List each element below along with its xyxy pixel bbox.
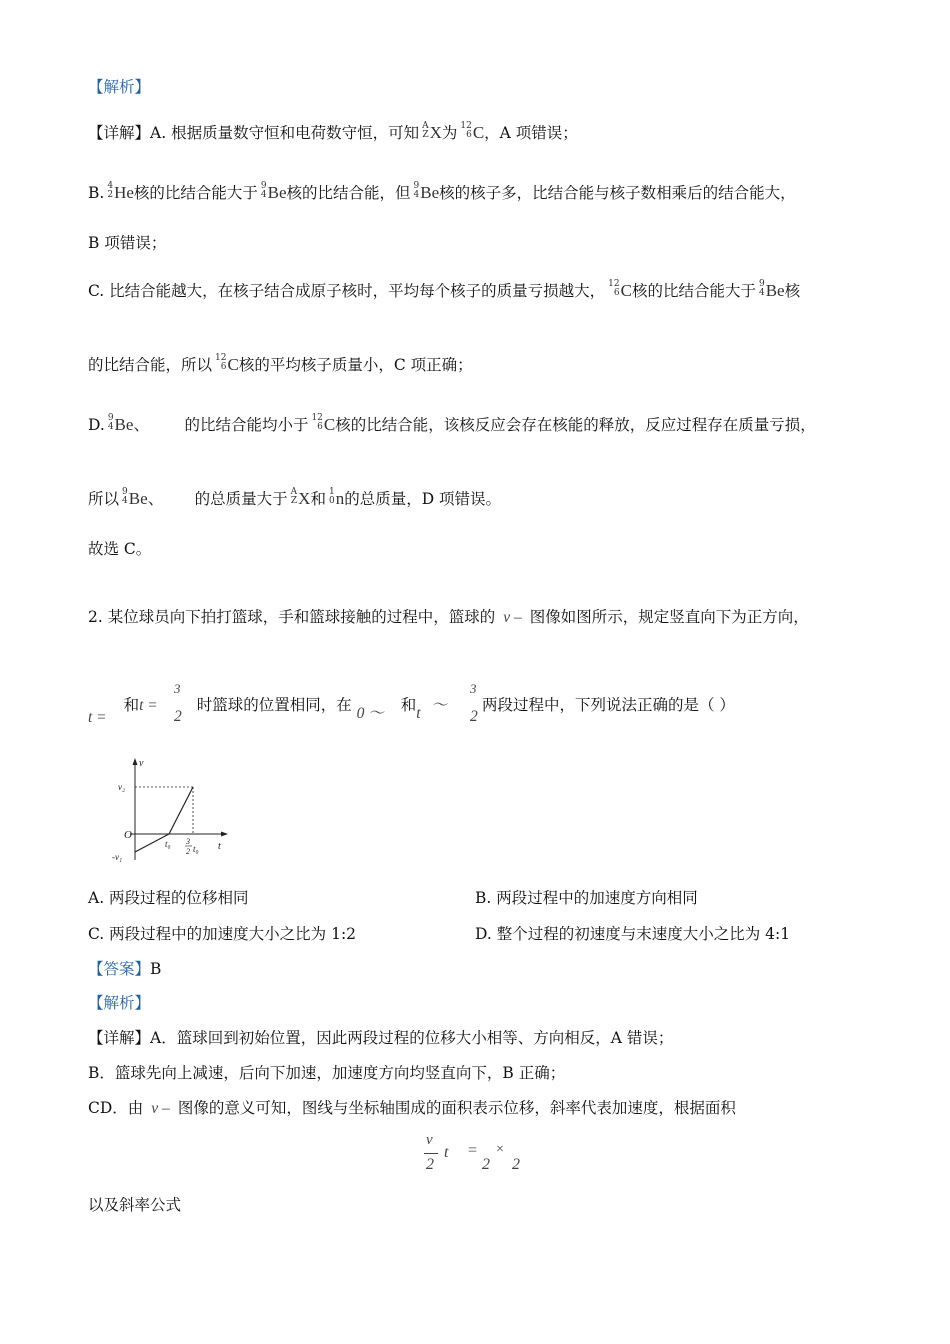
detail-line-b: B. 4 2 He核的比结合能大于 9 4 Be核的比结合能，但 9 4 Be核的核子多，比结合能与核子数相乘后的结合能大， (88, 181, 796, 202)
frac-den-label: 2 (186, 847, 190, 856)
v-axis-arrow (133, 758, 138, 765)
t0b-label: t₀ (193, 844, 199, 854)
question-2-line-1: 2. 某位球员向下拍打篮球，手和篮球接触的过程中，篮球的 v – 图像如图所示，规定竖直向下为正方向， (88, 608, 809, 626)
area-equation: v 2 t = 2 × 2 (426, 1132, 520, 1173)
t0-label: t₀ (165, 839, 171, 849)
detail-line-b2: B 项错误； (88, 234, 167, 252)
frac-num-label: 3 (186, 837, 190, 846)
analysis-heading-2: 【解析】 (88, 994, 151, 1012)
answer-line (88, 958, 161, 980)
nuclide-X-index: A Z (422, 121, 429, 140)
nuclide-C: C (472, 123, 485, 142)
t-axis-label: t (218, 841, 221, 852)
detail2-line-a: 【详解】A．篮球回到初始位置，因此两段过程的位移大小相等、方向相反，A 错误； (88, 1029, 674, 1047)
neg-v1-label: -v₁ (112, 852, 123, 862)
option-B[interactable]: B. 两段过程中的加速度方向相同 (475, 889, 698, 907)
answer-value: B (150, 960, 162, 978)
detail-line-d: D. 9 4 Be、 的比结合能均小于 12 6 C核的比结合能，该核反应会存在核能的释放，反应过程存在质量亏损， (88, 413, 816, 434)
detail-line-a: 【详解】A. 根据质量数守恒和电荷数守恒，可知 A Z X为 12 6 C，A 项错误； (88, 121, 578, 142)
vt-graph (104, 756, 234, 864)
detail2-line-b: B．篮球先向上减速，后向下加速，加速度方向均竖直向下，B 正确； (88, 1064, 566, 1082)
detail-line-c2: 的比结合能，所以 12 6 C核的平均核子质量小，C 项正确； (88, 353, 473, 374)
detail2-line-cd: CD．由 v – 图像的意义可知，图线与坐标轴围成的面积表示位移，斜率代表加速度，根据面积 (88, 1099, 736, 1117)
slope-formula-intro: 以及斜率公式 (88, 1196, 182, 1214)
option-C[interactable]: C. 两段过程中的加速度大小之比为 1:2 (88, 925, 357, 943)
detail-line-d2: 所以 9 4 Be、 的总质量大于 A Z X和 1 0 n的总质量，D 项错误。 (88, 487, 502, 508)
answer-tag: 【答案】 (88, 960, 151, 978)
v2-label: v₂ (118, 782, 126, 792)
origin-label: O (124, 829, 132, 841)
detail-line-c: C. 比结合能越大，在核子结合成原子核时，平均每个核子的质量亏损越大， 12 6 C核的比结合能大于 9 4 Be核 (88, 279, 801, 300)
nuclide-He: He (114, 183, 134, 202)
nuclide-X: X (429, 123, 442, 142)
segment-1 (135, 834, 169, 852)
choose-c: 故选 C。 (88, 540, 152, 558)
question-2-line-2: t = 和t = 3 2 时篮球的位置相同，在 0 ～ 和t ～ 3 2 两段过程中，下列说法正确的是（ ） (88, 681, 735, 726)
segment-2 (169, 787, 193, 834)
option-D[interactable]: D. 整个过程的初速度与末速度大小之比为 4:1 (475, 925, 791, 943)
detail-tag: 【详解】 (88, 124, 151, 142)
nuclide-n: n (335, 489, 345, 508)
v-axis-label: v (139, 758, 144, 769)
option-A[interactable]: A. 两段过程的位移相同 (88, 889, 249, 907)
t-axis-arrow (221, 832, 228, 837)
nuclide-Be: Be (267, 183, 287, 202)
analysis-heading-1: 【解析】 (88, 78, 151, 96)
